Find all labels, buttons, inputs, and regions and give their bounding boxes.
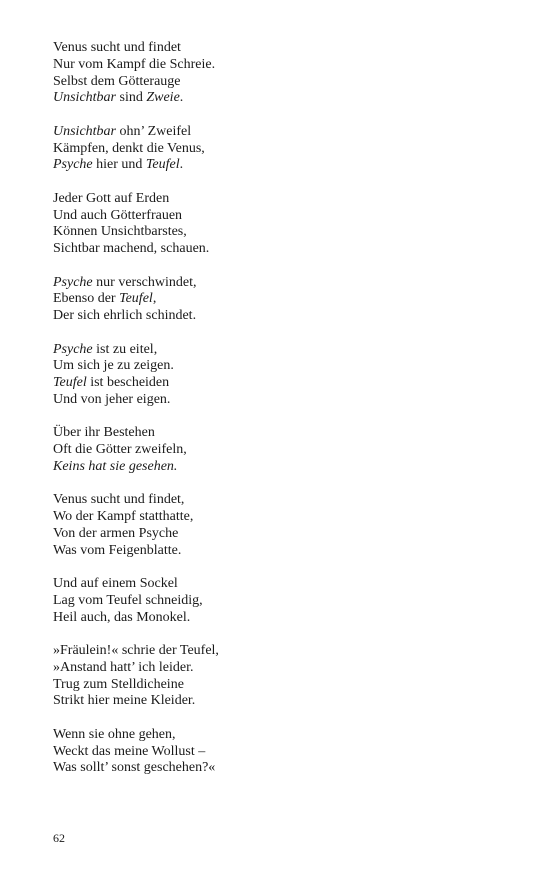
text-segment: Und auf einem Sockel — [53, 576, 178, 592]
poem-line — [53, 208, 493, 225]
text-segment: Und von jeher eigen. — [53, 391, 171, 407]
text-segment: Jeder Gott auf Erden — [53, 190, 170, 206]
poem — [53, 40, 493, 794]
stanza — [53, 124, 493, 174]
stanza — [53, 40, 493, 107]
text-segment: Selbst dem Götterauge — [53, 73, 181, 89]
poem-line — [53, 425, 493, 442]
poem-line — [53, 509, 493, 526]
poem-line — [53, 90, 493, 107]
page-number: 62 — [53, 831, 65, 845]
poem-line — [53, 308, 493, 325]
text-segment: Um sich je zu zeigen. — [53, 358, 174, 374]
text-segment: ohn’ Zweifel — [116, 123, 192, 139]
text-segment: Venus sucht und findet, — [53, 492, 185, 508]
text-segment: Von der armen Psyche — [53, 525, 179, 541]
text-segment: . — [179, 90, 184, 106]
text-segment: . — [179, 157, 184, 173]
italic-text: Unsichtbar — [53, 123, 116, 139]
text-segment: , — [152, 291, 157, 307]
text-segment: Können Unsichtbarstes, — [53, 224, 187, 240]
text-segment: Oft die Götter zweifeln, — [53, 442, 187, 458]
stanza — [53, 191, 493, 258]
poem-line — [53, 760, 493, 777]
text-segment: Trug zum Stelldicheine — [53, 676, 184, 692]
text-segment: »Fräulein!« schrie der Teufel, — [53, 643, 219, 659]
poem-line — [53, 660, 493, 677]
italic-text: Zweie — [146, 90, 180, 106]
italic-text: Psyche — [53, 341, 93, 357]
stanza — [53, 643, 493, 710]
poem-line — [53, 459, 493, 476]
italic-text: Keins hat sie gesehen. — [53, 458, 178, 474]
poem-line — [53, 191, 493, 208]
text-segment: Was sollt’ sonst geschehen?« — [53, 760, 216, 776]
text-segment: Strikt hier meine Kleider. — [53, 693, 196, 709]
poem-line — [53, 124, 493, 141]
italic-text: Teufel — [145, 157, 180, 173]
italic-text: Unsichtbar — [53, 90, 116, 106]
poem-line — [53, 358, 493, 375]
poem-line — [53, 526, 493, 543]
poem-line — [53, 392, 493, 409]
text-segment: Weckt das meine Wollust – — [53, 743, 206, 759]
text-segment: Ebenso der — [53, 291, 120, 307]
poem-line — [53, 40, 493, 57]
poem-line — [53, 643, 493, 660]
italic-text: Teufel — [53, 375, 87, 391]
poem-line — [53, 291, 493, 308]
poem-line — [53, 342, 493, 359]
poem-line — [53, 744, 493, 761]
text-segment: Heil auch, das Monokel. — [53, 609, 191, 625]
text-segment: »Anstand hatt’ ich leider. — [53, 659, 194, 675]
stanza — [53, 425, 493, 475]
text-segment: Wo der Kampf statthatte, — [53, 509, 194, 525]
stanza — [53, 275, 493, 325]
italic-text: Teufel — [119, 291, 153, 307]
poem-line — [53, 224, 493, 241]
stanza — [53, 492, 493, 559]
poem-line — [53, 610, 493, 627]
poem-line — [53, 727, 493, 744]
poem-line — [53, 543, 493, 560]
stanza — [53, 727, 493, 777]
italic-text: Psyche — [53, 274, 93, 290]
poem-line — [53, 157, 493, 174]
text-segment: hier und — [92, 157, 146, 173]
text-segment: ist bescheiden — [86, 375, 170, 391]
text-segment: Über ihr Bestehen — [53, 425, 155, 441]
poem-line — [53, 593, 493, 610]
text-segment: Der sich ehrlich schindet. — [53, 308, 197, 324]
stanza — [53, 576, 493, 626]
poem-line — [53, 375, 493, 392]
poem-line — [53, 492, 493, 509]
text-segment: Kämpfen, denkt die Venus, — [53, 140, 205, 156]
text-segment: nur verschwindet, — [92, 274, 197, 290]
text-segment: Und auch Götterfrauen — [53, 207, 183, 223]
text-segment: ist zu eitel, — [92, 341, 158, 357]
poem-line — [53, 677, 493, 694]
italic-text: Psyche — [53, 157, 93, 173]
text-segment: Lag vom Teufel schneidig, — [53, 592, 203, 608]
poem-line — [53, 241, 493, 258]
poem-line — [53, 141, 493, 158]
text-segment: Was vom Feigenblatte. — [53, 542, 182, 558]
poem-line — [53, 693, 493, 710]
poem-line — [53, 442, 493, 459]
poem-line — [53, 576, 493, 593]
text-segment: sind — [116, 90, 147, 106]
poem-line — [53, 275, 493, 292]
stanza — [53, 342, 493, 409]
text-segment: Venus sucht und findet — [53, 40, 181, 55]
poem-line — [53, 57, 493, 74]
text-segment: Nur vom Kampf die Schreie. — [53, 56, 216, 72]
text-segment: Sichtbar machend, schauen. — [53, 241, 210, 257]
text-segment: Wenn sie ohne gehen, — [53, 726, 176, 742]
poem-line — [53, 74, 493, 91]
